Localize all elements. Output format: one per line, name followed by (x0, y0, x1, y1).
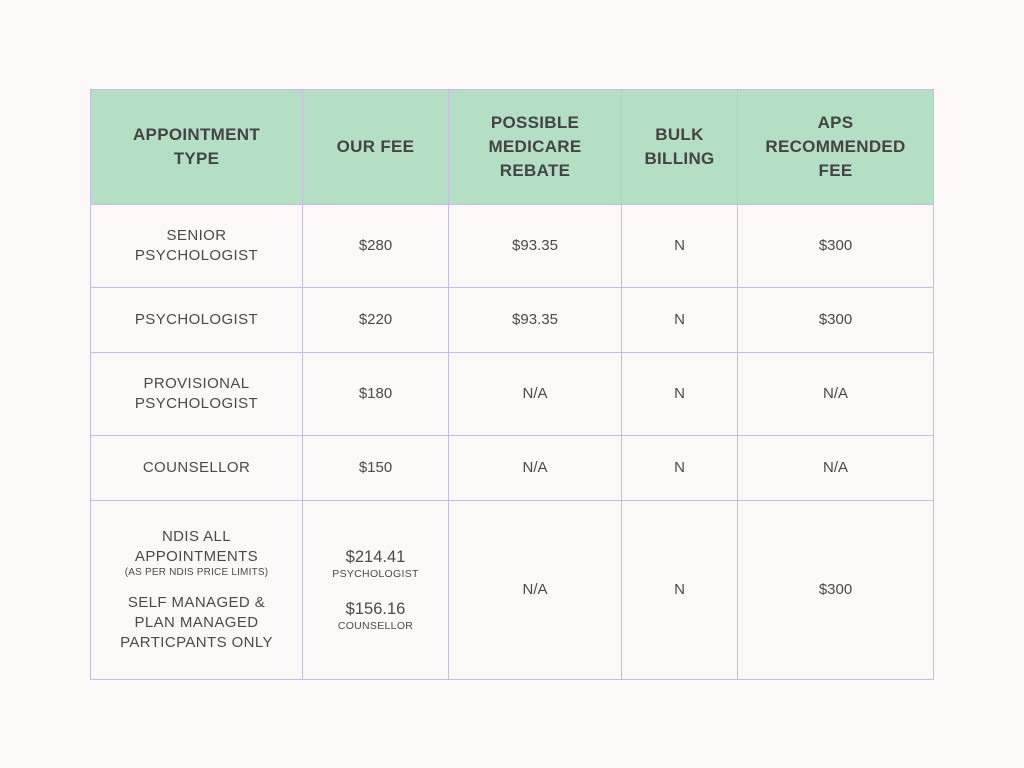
our-fee-cell: $280 (303, 205, 449, 288)
our-fee-cell: $220 (303, 288, 449, 353)
table-row (91, 436, 934, 501)
aps-fee-cell: $300 (738, 501, 934, 680)
appointment-type-cell: PROVISIONAL PSYCHOLOGIST (91, 353, 303, 436)
table-row (91, 353, 934, 436)
medicare-rebate-cell: N/A (449, 501, 622, 680)
bulk-billing-cell: N (622, 501, 738, 680)
appointment-type-cell: PSYCHOLOGIST (91, 288, 303, 353)
ndis-psychologist-label: PSYCHOLOGIST (332, 568, 419, 580)
medicare-rebate-cell: N/A (449, 353, 622, 436)
aps-fee-cell: N/A (738, 436, 934, 501)
bulk-billing-cell: N (622, 353, 738, 436)
ndis-counsellor-label: COUNSELLOR (337, 620, 414, 632)
medicare-rebate-cell: $93.35 (449, 205, 622, 288)
header-row (91, 90, 934, 205)
header-aps-recommended-fee: APS RECOMMENDED FEE (738, 90, 934, 205)
our-fee-cell (303, 501, 449, 680)
table-row-ndis (91, 501, 934, 680)
ndis-price-limits-note: (AS PER NDIS PRICE LIMITS) (124, 567, 269, 578)
header-medicare-rebate: POSSIBLE MEDICARE REBATE (449, 90, 622, 205)
bulk-billing-cell: N (622, 288, 738, 353)
appointment-type-cell: COUNSELLOR (91, 436, 303, 501)
header-bulk-billing: BULK BILLING (622, 90, 738, 205)
ndis-counsellor-fee: $156.16 (345, 600, 406, 618)
header-our-fee: OUR FEE (303, 90, 449, 205)
medicare-rebate-cell: $93.35 (449, 288, 622, 353)
our-fee-cell: $180 (303, 353, 449, 436)
medicare-rebate-cell: N/A (449, 436, 622, 501)
header-appointment-type: APPOINTMENT TYPE (91, 90, 303, 205)
appointment-type-cell: SENIOR PSYCHOLOGIST (91, 205, 303, 288)
aps-fee-cell: $300 (738, 288, 934, 353)
table-row (91, 205, 934, 288)
appointment-type-cell: NDIS ALL APPOINTMENTS (AS PER NDIS PRICE LIMITS) SELF MANAGED & PLAN MANAGED PARTICPANTS ONLY (91, 501, 303, 680)
our-fee-cell: $150 (303, 436, 449, 501)
table-row (91, 288, 934, 353)
aps-fee-cell: $300 (738, 205, 934, 288)
ndis-psychologist-fee: $214.41 (345, 548, 406, 566)
aps-fee-cell: N/A (738, 353, 934, 436)
fee-table (90, 89, 934, 680)
bulk-billing-cell: N (622, 436, 738, 501)
bulk-billing-cell: N (622, 205, 738, 288)
